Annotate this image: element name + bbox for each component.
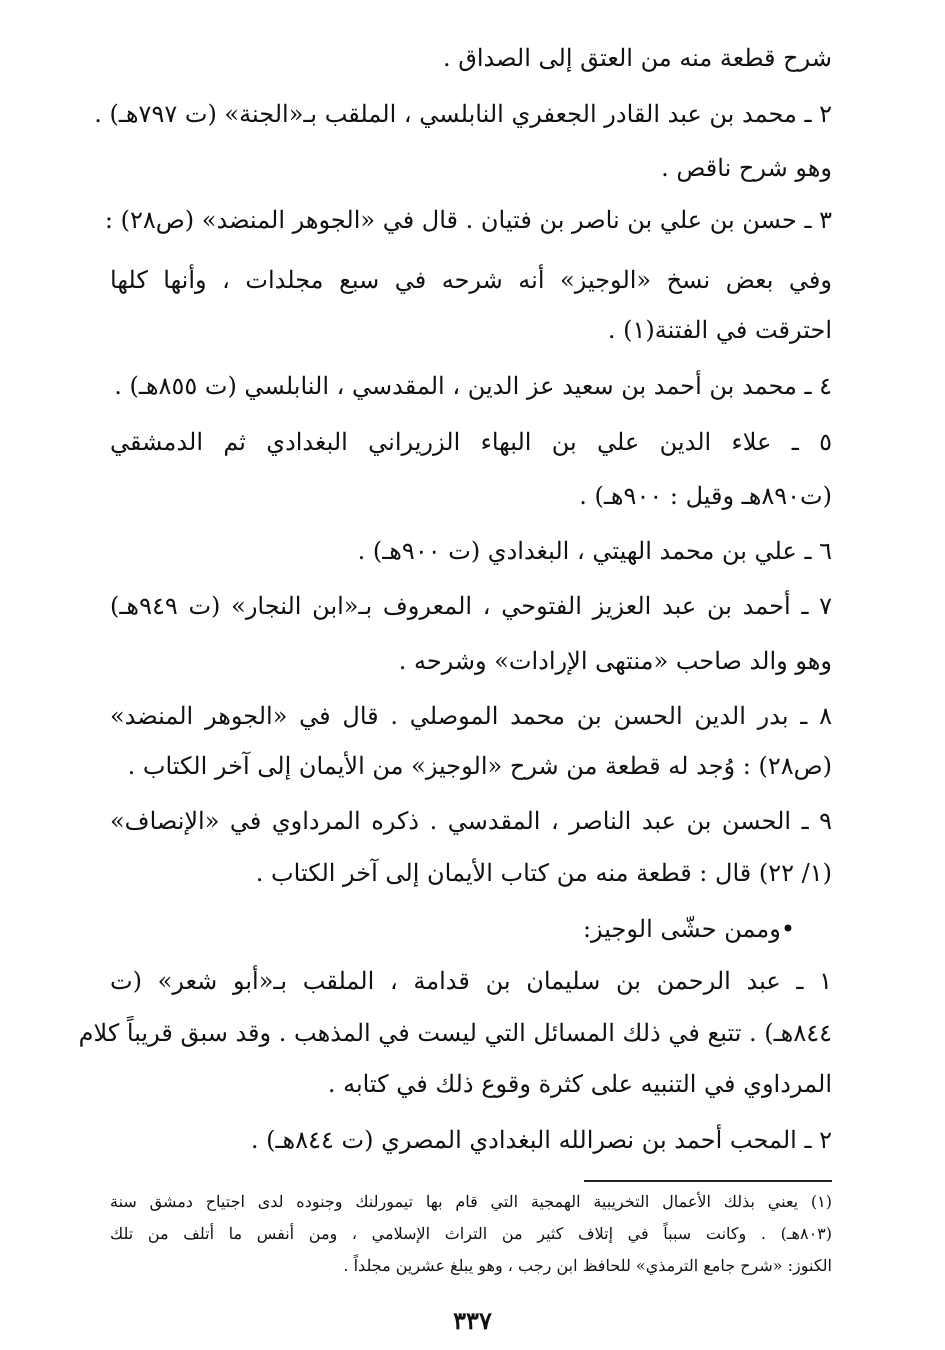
entry-5-line-2: (ت٨٩٠هـ وقيل : ٩٠٠هـ) . xyxy=(579,482,832,510)
gloss-2-line-1: ٢ ـ المحب أحمد بن نصرالله البغدادي المصري (ت ٨٤٤هـ) . xyxy=(250,1126,832,1154)
footnote-line-1: (١) يعني بذلك الأعمال التخريبية الهمجية التي قام بها تيمورلنك وجنوده لدى اجتياح دمشق سنة xyxy=(110,1192,832,1211)
section-heading: •وممن حشّى الوجيز: xyxy=(582,915,795,943)
entry-8-line-1: ٨ ـ بدر الدين الحسن بن محمد الموصلي . قال في «الجوهر المنضد» xyxy=(110,702,832,730)
entry-2-line-1: ٢ ـ محمد بن عبد القادر الجعفري النابلسي ، الملقب بـ«الجنة» (ت ٧٩٧هـ) . xyxy=(94,100,832,128)
entry-4-line-1: ٤ ـ محمد بن أحمد بن سعيد عز الدين ، المقدسي ، النابلسي (ت ٨٥٥هـ) . xyxy=(114,372,832,400)
footnote-divider xyxy=(584,1180,832,1182)
body-line-1: شرح قطعة منه من العتق إلى الصداق . xyxy=(442,44,832,72)
entry-3-line-1: ٣ ـ حسن بن علي بن ناصر بن فتيان . قال في «الجوهر المنضد» (ص٢٨) : xyxy=(104,206,832,234)
entry-7-line-1: ٧ ـ أحمد بن عبد العزيز الفتوحي ، المعروف بـ«ابن النجار» (ت ٩٤٩هـ) xyxy=(110,592,832,620)
entry-6-line-1: ٦ ـ علي بن محمد الهيتي ، البغدادي (ت ٩٠٠هـ) . xyxy=(357,537,832,565)
entry-2-line-2: وهو شرح ناقص . xyxy=(661,154,832,182)
entry-7-line-2: وهو والد صاحب «منتهى الإرادات» وشرحه . xyxy=(398,647,832,675)
gloss-1-line-1: ١ ـ عبد الرحمن بن سليمان بن قدامة ، الملقب بـ«أبو شعر» (ت xyxy=(110,967,832,995)
entry-5-line-1: ٥ ـ علاء الدين علي بن البهاء الزريراني البغدادي ثم الدمشقي xyxy=(110,428,832,456)
entry-9-line-1: ٩ ـ الحسن بن عبد الناصر ، المقدسي . ذكره المرداوي في «الإنصاف» xyxy=(110,807,832,835)
gloss-1-line-2: ٨٤٤هـ) . تتبع في ذلك المسائل التي ليست في المذهب . وقد سبق قريباً كلام xyxy=(78,1019,832,1047)
entry-8-line-2: (ص٢٨) : وُجد له قطعة من شرح «الوجيز» من الأيمان إلى آخر الكتاب . xyxy=(127,752,832,780)
footnote-line-3: الكنوز: «شرح جامع الترمذي» للحافظ ابن رجب ، وهو يبلغ عشرين مجلداً . xyxy=(343,1256,832,1275)
footnote-line-2: (٨٠٣هـ) . وكانت سبباً في إتلاف كثير من التراث الإسلامي ، ومن أنفس ما أتلف من تلك xyxy=(110,1224,832,1243)
gloss-1-line-3: المرداوي في التنبيه على كثرة وقوع ذلك في كتابه . xyxy=(327,1070,832,1098)
entry-3-line-2: وفي بعض نسخ «الوجيز» أنه شرحه في سبع مجلدات ، وأنها كلها xyxy=(110,266,832,294)
entry-3-line-3: احترقت في الفتنة(١) . xyxy=(607,316,832,344)
page-number: ٣٣٧ xyxy=(453,1306,492,1335)
entry-9-line-2: (١/ ٢٢) قال : قطعة منه من كتاب الأيمان إلى آخر الكتاب . xyxy=(255,859,832,887)
